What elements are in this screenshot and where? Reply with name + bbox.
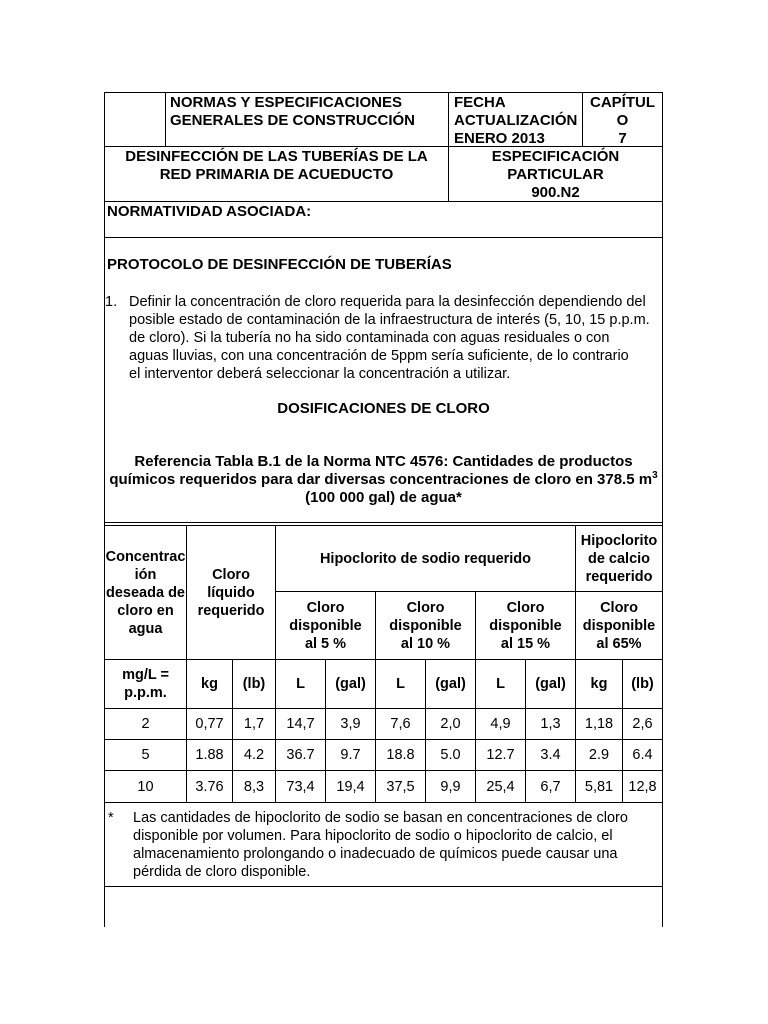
header-calcium-hypochlorite: Hipoclorito de calcio requerido <box>580 532 658 585</box>
spec-label: ESPECIFICACIÓN PARTICULAR 900.N2 <box>491 148 620 201</box>
normatividad-label: NORMATIVIDAD ASOCIADA: <box>107 203 312 220</box>
unit-L10: L <box>396 676 405 692</box>
row3-lb65: 12,8 <box>628 778 657 795</box>
row3-L15: 25,4 <box>486 778 515 795</box>
row3-gal15: 6,7 <box>540 778 561 795</box>
header-sodium-hypochlorite: Hipoclorito de sodio requerido <box>319 550 532 567</box>
protocol-item-number: 1. <box>105 294 118 310</box>
row3-ppm: 10 <box>137 778 154 795</box>
header-available-15: Cloro disponible al 15 % <box>489 599 562 652</box>
row1-kg: 0,77 <box>195 716 224 732</box>
row2-lb65: 6.4 <box>632 747 653 763</box>
row1-ppm: 2 <box>141 716 150 732</box>
row1-lb65: 2,6 <box>632 716 653 732</box>
protocol-title: PROTOCOLO DE DESINFECCIÓN DE TUBERÍAS <box>107 256 452 273</box>
row2-L5: 36.7 <box>286 747 315 763</box>
row2-kg65: 2.9 <box>588 747 610 763</box>
footnote-mark: * <box>108 810 114 826</box>
row2-gal5: 9.7 <box>340 747 361 763</box>
update-date: FECHA ACTUALIZACIÓN ENERO 2013 <box>454 94 578 147</box>
rule-table-bottom <box>104 802 663 803</box>
row3-L5: 73,4 <box>286 778 315 795</box>
row1-gal10: 2,0 <box>440 716 461 732</box>
row2-gal15: 3.4 <box>540 747 561 763</box>
unit-gal15: (gal) <box>535 676 566 692</box>
unit-kg: kg <box>201 676 218 692</box>
dosing-title: DOSIFICACIONES DE CLORO <box>277 400 490 417</box>
row3-L10: 37,5 <box>386 778 415 795</box>
header-concentration: Concentrac ión deseada de cloro en agua <box>105 548 186 637</box>
rule-right-body <box>662 237 663 524</box>
unit-gal10: (gal) <box>435 676 466 692</box>
protocol-item-text: Definir la concentración de cloro requerida para la desinfección dependiendo del posible estado de contaminación de la infraestructura de interés (5, 10, 15 p.p.m. de cloro). Si la tubería no ha sido contaminada con aguas residuales o con aguas lluvias, con una concentración de 5ppm sería suficiente, de lo contrario el interventor deberá seleccionar la concentración a utilizar. <box>129 294 650 382</box>
rule-title-left <box>165 92 166 147</box>
table-reference: Referencia Tabla B.1 de la Norma NTC 4576: Cantidades de productos químicos requeridos para dar diversas concentraciones de cloro en 378.5 $m^3$ (100 000 gal) de agua* <box>109 453 658 506</box>
row2-ppm: 5 <box>141 747 150 763</box>
row3-gal5: 19,4 <box>336 778 365 795</box>
row1-L10: 7,6 <box>390 716 411 732</box>
unit-kg65: kg <box>590 676 608 692</box>
header-liquid-chlorine: Cloro líquido requerido <box>197 566 265 619</box>
row2-kg: 1.88 <box>195 747 224 763</box>
section-title: DESINFECCIÓN DE LAS TUBERÍAS DE LA RED PRIMARIA DE ACUEDUCTO <box>125 148 428 183</box>
row3-kg: 3.76 <box>195 778 224 795</box>
rule-table-right <box>662 522 663 927</box>
unit-gal5: (gal) <box>335 676 366 692</box>
header-available-65: Cloro disponible al 65% <box>582 599 656 652</box>
unit-lb: (lb) <box>242 676 266 692</box>
rule-right-header <box>662 92 663 238</box>
row3-lb: 8,3 <box>243 778 265 795</box>
row1-lb: 1,7 <box>243 716 265 732</box>
row2-L15: 12.7 <box>486 747 515 763</box>
row1-gal5: 3,9 <box>340 716 361 732</box>
header-available-5: Cloro disponible al 5 % <box>289 599 362 652</box>
row3-kg65: 5,81 <box>584 778 614 795</box>
row1-gal15: 1,3 <box>540 716 561 732</box>
unit-L15: L <box>496 676 505 692</box>
row1-kg65: 1,18 <box>584 716 614 732</box>
unit-mgl: mg/L = p.p.m. <box>122 667 169 701</box>
unit-lb65: (lb) <box>631 676 654 692</box>
chapter-label: CAPÍTUL O 7 <box>590 94 655 147</box>
doc-title: NORMAS Y ESPECIFICACIONES GENERALES DE CONSTRUCCIÓN <box>170 94 416 129</box>
row2-L10: 18.8 <box>386 747 415 763</box>
rule-top <box>104 92 663 93</box>
row3-gal10: 9,9 <box>440 778 461 795</box>
header-available-10: Cloro disponible al 10 % <box>389 599 462 652</box>
rule-header-3 <box>104 237 663 238</box>
unit-L5: L <box>296 676 305 692</box>
footnote-text: Las cantidades de hipoclorito de sodio se basan en concentraciones de cloro disponible por volumen. Para hipoclorito de sodio o hipoclorito de calcio, el almacenamiento prolongando o inadecuado de químicos puede causar una pérdida de cloro disponible. <box>133 810 628 880</box>
rule-table-top-a <box>104 522 663 523</box>
rule-footnote-bottom <box>104 886 663 887</box>
row2-gal10: 5.0 <box>440 747 461 763</box>
rule-header-1 <box>104 146 663 147</box>
row1-L15: 4,9 <box>490 716 511 732</box>
row1-L5: 14,7 <box>286 716 315 732</box>
row2-lb: 4.2 <box>243 747 265 763</box>
protocol-item <box>105 293 660 385</box>
